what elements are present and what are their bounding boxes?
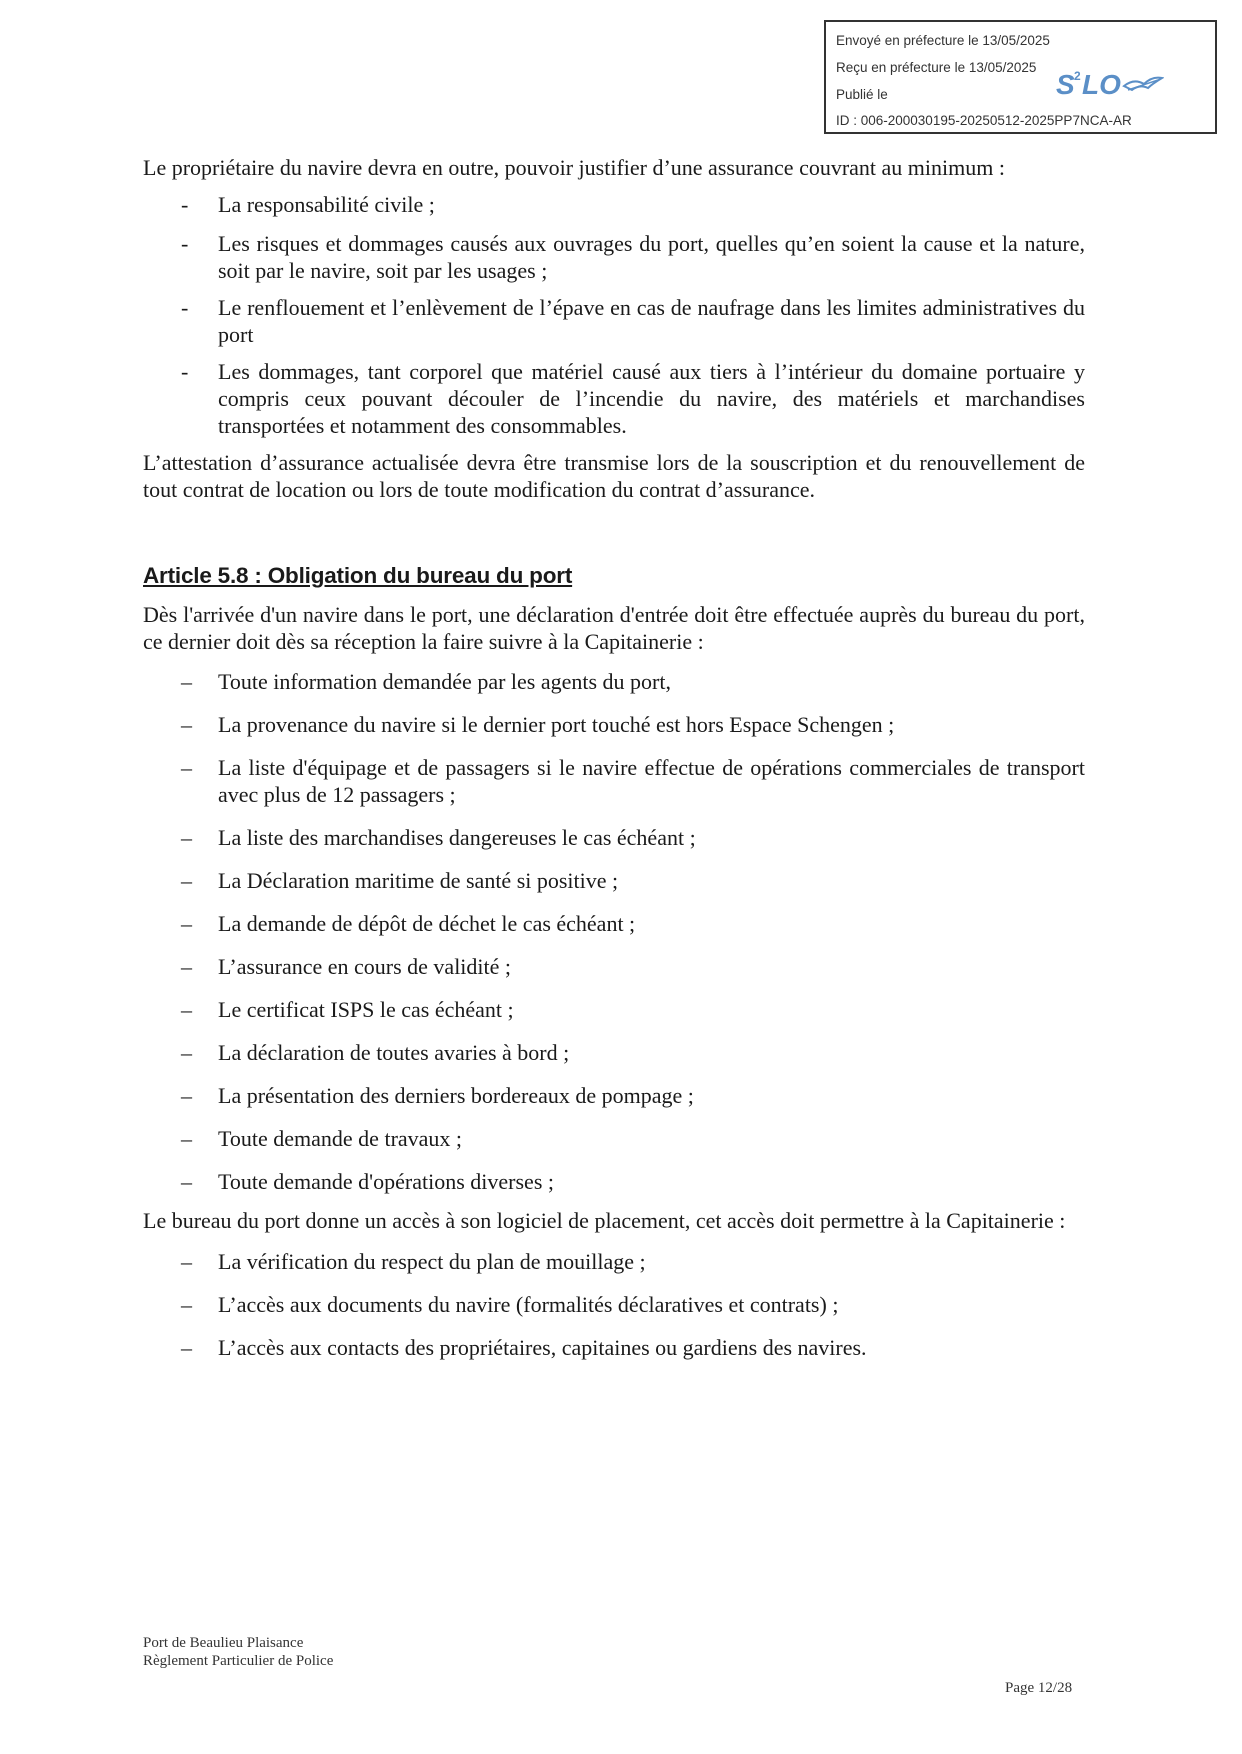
footer-document-info [143,1634,333,1670]
bullet: – [181,911,192,936]
stamp-published: Publié le [836,87,888,102]
list-item: – La déclaration de toutes avaries à bord ; [181,1040,570,1065]
bullet: – [181,1335,192,1360]
stamp-id: ID : 006-200030195-20250512-2025PP7NCA-AR [836,113,1132,128]
list-item: - Le renflouement et l’enlèvement de l’épave en cas de naufrage dans les limites administratives du port [181,295,1085,347]
bullet: – [181,825,192,850]
software-access-intro: Le bureau du port donne un accès à son logiciel de placement, cet accès doit permettre à la Capitainerie : [143,1208,1066,1233]
article-title: Article 5.8 : Obligation du bureau du port [143,563,573,588]
footer-port-name: Port de Beaulieu Plaisance [143,1635,304,1651]
bullet: – [181,1292,192,1317]
list-item: – L’accès aux contacts des propriétaires, capitaines ou gardiens des navires. [181,1335,867,1360]
bullet: – [181,1126,192,1151]
bullet: - [181,231,189,256]
prefecture-stamp [824,20,1217,134]
s2lo-logo [1054,64,1164,104]
list-item: – Toute demande d'opérations diverses ; [181,1169,554,1194]
article-intro: Dès l'arrivée d'un navire dans le port, une déclaration d'entrée doit être effectuée auprès du bureau du port, ce dernier doit dès sa réception la faire suivre à la Capitainerie : [143,602,1085,654]
list-item: – La présentation des derniers bordereaux de pompage ; [181,1083,694,1108]
bullet: – [181,997,192,1022]
document-body [143,154,1085,1361]
stamp-sent: Envoyé en préfecture le 13/05/2025 [836,33,1050,48]
declaration-list [143,668,1085,1195]
svg-text:LO: LO [1082,69,1121,100]
bullet: - [181,295,189,320]
bullet: - [181,192,189,217]
list-item: - Les dommages, tant corporel que matériel causé aux tiers à l’intérieur du domaine portuaire y compris ceux pouvant découler de l’incendie du navire, des matériels et marchandises transportées et notamment des consommables. [181,359,1085,438]
list-item: – Toute demande de travaux ; [181,1126,463,1151]
footer-document-title: Règlement Particulier de Police [143,1653,334,1669]
list-item: - La responsabilité civile ; [181,192,435,217]
bullet: – [181,1249,192,1274]
bullet: – [181,954,192,979]
bullet: – [181,755,192,780]
insurance-intro: Le propriétaire du navire devra en outre, pouvoir justifier d’une assurance couvrant au minimum : [143,155,1005,180]
list-item: – La liste des marchandises dangereuses le cas échéant ; [181,825,696,850]
svg-text:2: 2 [1074,69,1081,83]
list-item: – L’assurance en cours de validité ; [181,954,512,979]
bullet: – [181,669,192,694]
stamp-received: Reçu en préfecture le 13/05/2025 [836,60,1037,75]
software-access-list [143,1248,1085,1361]
insurance-closing: L’attestation d’assurance actualisée devra être transmise lors de la souscription et du renouvellement de tout contrat de location ou lors de toute modification du contrat d’assurance. [143,450,1085,502]
svg-text:S: S [1056,69,1075,100]
list-item: – Toute information demandée par les agents du port, [181,669,671,694]
list-item: – La liste d'équipage et de passagers si le navire effectue de opérations commerciales de transport avec plus de 12 passagers ; [181,755,1085,807]
bullet: – [181,1083,192,1108]
bullet: – [181,1169,192,1194]
bullet: – [181,868,192,893]
list-item: – La provenance du navire si le dernier port touché est hors Espace Schengen ; [181,712,895,737]
bullet: – [181,712,192,737]
list-item: – La demande de dépôt de déchet le cas échéant ; [181,911,636,936]
list-item: – La vérification du respect du plan de mouillage ; [181,1249,646,1274]
insurance-list [143,191,1085,439]
page-number: Page 12/28 [1005,1680,1073,1696]
list-item: – L’accès aux documents du navire (formalités déclaratives et contrats) ; [181,1292,839,1317]
list-item: - Les risques et dommages causés aux ouvrages du port, quelles qu’en soient la cause et la nature, soit par le navire, soit par les usages ; [181,231,1085,283]
list-item: – La Déclaration maritime de santé si positive ; [181,868,619,893]
list-item: – Le certificat ISPS le cas échéant ; [181,997,514,1022]
bullet: - [181,359,189,384]
bullet: – [181,1040,192,1065]
